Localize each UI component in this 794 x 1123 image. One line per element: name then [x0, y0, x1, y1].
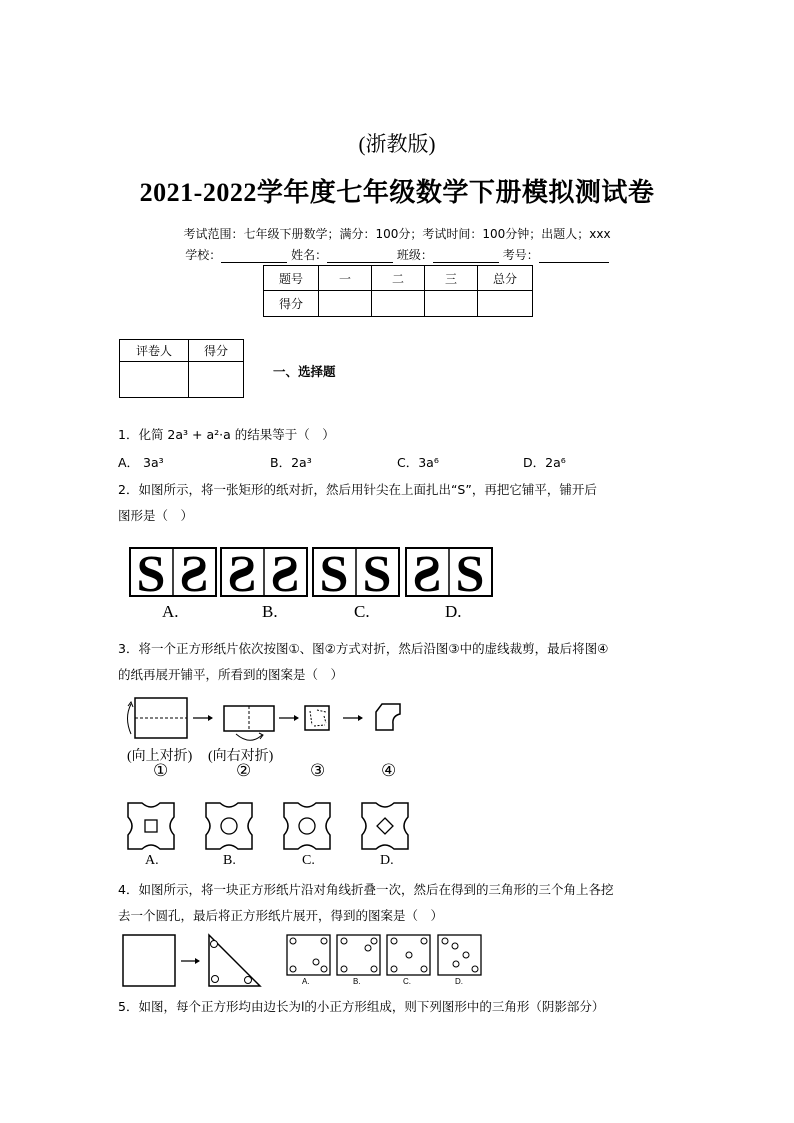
q2-label-c: C. — [354, 602, 370, 621]
q1-option-b[interactable]: B．2a³ — [270, 455, 312, 470]
q1-option-c[interactable]: C．3a⁶ — [397, 455, 439, 470]
q3-line2: 的纸再展开铺平，所看到的图案是（ ） — [118, 667, 344, 682]
q4-option-a-figure[interactable] — [287, 935, 330, 975]
edition-label: (浙教版) — [358, 132, 436, 156]
q1-option-d[interactable]: D．2a⁶ — [523, 455, 566, 470]
grader-header-cell: 得分 — [189, 340, 244, 362]
score-header-cell: 三 — [425, 266, 478, 291]
svg-text:S: S — [270, 546, 300, 603]
q4-label-d: D. — [455, 977, 463, 986]
q3-step-3-label: ③ — [310, 761, 326, 780]
svg-text:S: S — [362, 546, 392, 603]
q4-line2: 去一个圆孔，最后将正方形纸片展开，得到的图案是（ ） — [118, 908, 444, 923]
section-title: 一、选择题 — [273, 364, 336, 379]
q4-option-c-figure[interactable] — [387, 935, 430, 975]
q1-option-a[interactable]: A． 3a³ — [118, 455, 164, 470]
svg-text:S: S — [136, 546, 166, 603]
q3-label-c: C. — [302, 853, 315, 868]
score-header-cell: 二 — [372, 266, 425, 291]
score-header-cell: 题号 — [264, 266, 319, 291]
id-label: 考号： — [502, 248, 539, 262]
score-header-cell: 一 — [319, 266, 372, 291]
q4-label-a: A. — [302, 977, 310, 986]
score-row-label: 得分 — [264, 291, 319, 317]
svg-text:S: S — [412, 546, 442, 603]
q4-label-b: B. — [353, 977, 361, 986]
school-label: 学校： — [185, 248, 222, 262]
score-header-cell: 总分 — [478, 266, 533, 291]
svg-text:S: S — [179, 546, 209, 603]
q3-label-a: A. — [145, 853, 159, 868]
class-label: 班级： — [396, 248, 433, 262]
q4-label-c: C. — [403, 977, 411, 986]
exam-title: 2021-2022学年度七年级数学下册模拟测试卷 — [139, 178, 655, 207]
q2-label-b: B. — [262, 602, 278, 621]
q4-line1: 4．如图所示，将一块正方形纸片沿对角线折叠一次，然后在得到的三角形的三个角上各挖 — [118, 882, 614, 897]
svg-text:S: S — [319, 546, 349, 603]
q3-label-b: B. — [223, 853, 236, 868]
q3-fold-up-label: (向上对折) — [127, 749, 193, 764]
q3-line1: 3．将一个正方形纸片依次按图①、图②方式对折，然后沿图③中的虚线裁剪，最后将图④ — [118, 641, 609, 656]
q4-option-b-figure[interactable] — [337, 935, 380, 975]
q3-label-d: D. — [380, 853, 394, 868]
q2-label-d: D. — [445, 602, 462, 621]
q2-line1: 2．如图所示，将一张矩形的纸对折，然后用针尖在上面扎出“S”，再把它铺平，铺开后 — [118, 482, 597, 497]
q3-fold-right-label: (向右对折) — [208, 749, 274, 764]
exam-info: 考试范围：七年级下册数学；满分：100分；考试时间：100分钟；出题人；xxx — [183, 227, 611, 241]
q2-line2: 图形是（ ） — [118, 508, 194, 523]
q3-step-4-label: ④ — [381, 761, 397, 780]
q5-line1: 5．如图，每个正方形均由边长为l的小正方形组成，则下列图形中的三角形（阴影部分） — [118, 999, 605, 1014]
svg-text:S: S — [455, 546, 485, 603]
q1-text: 1．化简 2a³ + a²·a 的结果等于（ ） — [118, 427, 335, 442]
q3-step-1-label: ① — [153, 761, 169, 780]
q3-step-2-label: ② — [236, 761, 252, 780]
svg-text:S: S — [227, 546, 257, 603]
name-label: 姓名： — [291, 248, 328, 262]
q2-label-a: A. — [162, 602, 179, 621]
grader-header-cell: 评卷人 — [120, 340, 189, 362]
q4-option-d-figure[interactable] — [438, 935, 481, 975]
